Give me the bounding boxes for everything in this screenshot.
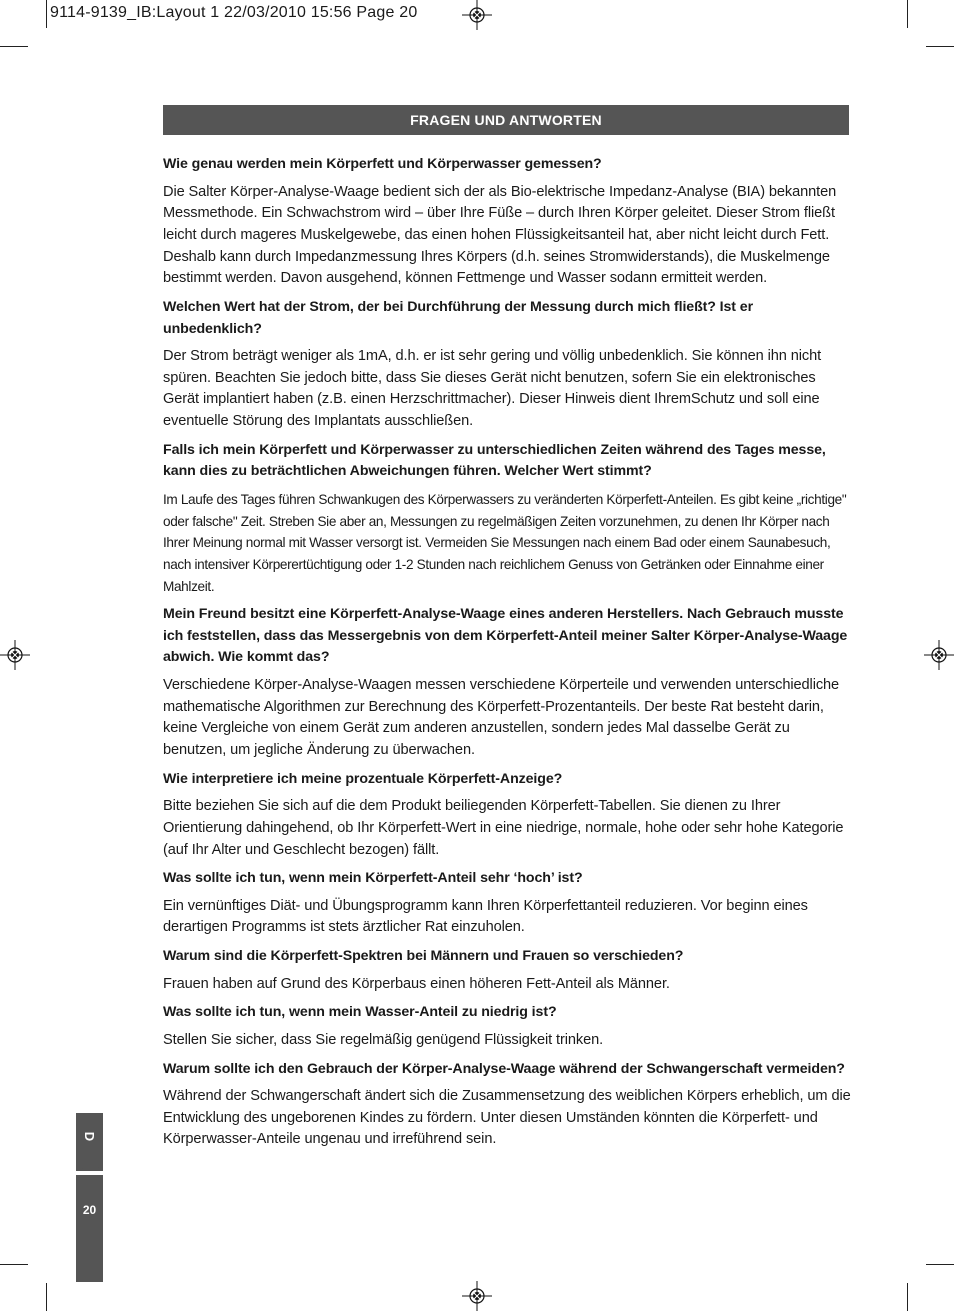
faq-item: [163, 604, 851, 761]
faq-question: Warum sind die Körperfett-Spektren bei Männern und Frauen so verschieden?: [163, 948, 684, 965]
faq-item: [163, 1059, 851, 1152]
crop-mark: [0, 1264, 28, 1265]
faq-question: Falls ich mein Körperfett und Körperwasser zu unterschiedlichen Zeiten während des Tages messe, kann dies zu beträchtlichen Abweichungen führen. Welcher Wert stimmt?: [163, 441, 826, 480]
crop-mark: [46, 1283, 47, 1311]
crop-mark: [46, 0, 47, 28]
faq-answer: Stellen Sie sicher, dass Sie regelmäßig genügend Flüssigkeit trinken.: [163, 1031, 604, 1048]
faq-question: Was sollte ich tun, wenn mein Wasser-Anteil zu niedrig ist?: [163, 1004, 557, 1021]
registration-mark-icon: [924, 640, 954, 670]
tab-divider: [76, 1171, 103, 1175]
registration-mark-icon: [0, 640, 30, 670]
faq-answer: Verschiedene Körper-Analyse-Waagen messen verschiedene Körperteile und verwenden unterschiedliche mathematische Algorithmen zur Berechnung des Körperfett-Prozentanteils. Der beste Rat besteht darin, keine Vergleiche von einem Gerät zum anderen anzustellen, sondern jedes Mal dasselbe Gerät zu benutzen, um jegliche Änderung zu überwachen.: [163, 676, 840, 758]
faq-item: [163, 769, 851, 862]
crop-mark: [0, 46, 28, 47]
faq-question: Was sollte ich tun, wenn mein Körperfett-Anteil sehr ‘hoch’ ist?: [163, 870, 583, 887]
crop-mark: [907, 0, 908, 28]
language-letter: D: [82, 1131, 97, 1142]
faq-question: Mein Freund besitzt eine Körperfett-Analyse-Waage eines anderen Herstellers. Nach Gebrauch musste ich feststellen, dass das Messergebnis von dem Körperfett-Anteil meiner Salter Körper-Analyse-Waage abwich. Wie kommt das?: [163, 606, 848, 666]
faq-answer: Bitte beziehen Sie sich auf die dem Produkt beiliegenden Körperfett-Tabellen. Sie dienen zu Ihrer Orientierung dahingehend, ob Ihr Körperfett-Wert in eine niedrige, normale, hohe oder sehr hohe Kategorie (auf Ihr Alter und Geschlecht bezogen) fällt.: [163, 798, 844, 858]
faq-answer: Der Strom beträgt weniger als 1mA, d.h. er ist sehr gering und völlig unbedenklich. Sie können ihn nicht spüren. Beachten Sie jedoch bitte, dass Sie dieses Gerät nicht benutzen, sofern Sie ein elektronisches Gerät implantiert haben (z.B. einen Herzschrittmacher). Dieser Hinweis dient IhremSchutz und soll eine eventuelle Störung des Implantats ausschließen.: [163, 348, 822, 430]
faq-answer: Die Salter Körper-Analyse-Waage bedient sich der als Bio-elektrische Impedanz-Analyse (BIA) bekannten Messmethode. Ein Schwachstrom wird – über Ihre Füße – durch Ihren Körper geleitet. Dieser Strom fließt leicht durch mageres Muskelgewebe, das einen hohen Flüssigkeitsanteil hat, aber nicht leicht durch Fett. Deshalb kann durch Impedanzmessung Ihres Körpers (d.h. seines Stromwiderstands), die Muskelmenge bestimmt werden. Davon ausgehend, können Fettmenge und Wasser sodann ermitteit werden.: [163, 183, 837, 287]
registration-mark-icon: [462, 0, 492, 30]
faq-question: Wie interpretiere ich meine prozentuale Körperfett-Anzeige?: [163, 770, 563, 787]
section-header: FRAGEN UND ANTWORTEN: [163, 105, 849, 135]
print-slug: 9114-9139_IB:Layout 1 22/03/2010 15:56 Page 20: [50, 4, 418, 21]
page-number: 20: [82, 1203, 97, 1217]
faq-question: Welchen Wert hat der Strom, der bei Durchführung der Messung durch mich fließt? Ist er unbedenklich?: [163, 299, 753, 337]
faq-item: [163, 440, 851, 598]
crop-mark: [926, 46, 954, 47]
crop-mark: [907, 1283, 908, 1311]
crop-mark: [926, 1264, 954, 1265]
faq-item: [163, 946, 851, 995]
faq-item: [163, 1002, 851, 1051]
faq-item: [163, 868, 851, 939]
faq-item: [163, 154, 851, 290]
language-tab: [76, 1113, 103, 1282]
faq-content: [163, 154, 851, 1158]
faq-answer: Während der Schwangerschaft ändert sich die Zusammensetzung des weiblichen Körpers erheblich, um die Entwicklung des ungeborenen Kindes zu fördern. Unter diesen Umständen könnten die Körperfett- und Körperwasser-Anteile ungenau und irreführend sein.: [163, 1088, 851, 1148]
faq-item: [163, 297, 851, 433]
faq-answer: Im Laufe des Tages führen Schwankugen des Körperwassers zu veränderten Körperfett-Anteilen. Es gibt keine „richtige" oder falsche" Zeit. Streben Sie aber an, Messungen zu regelmäßigen Zeiten vorzunehmen, zu denen Ihr Körper nach Ihrer Meinung normal mit Wasser versorgt ist. Vermeiden Sie Messungen nach einem Bad oder einem Saunabesuch, nach intensiver Körperertüchtigung oder 1-2 Stunden nach reichlichem Genuss von Getränken oder Einnahme einer Mahlzeit.: [163, 491, 847, 594]
faq-question: Warum sollte ich den Gebrauch der Körper-Analyse-Waage während der Schwangerschaft vermeiden?: [163, 1060, 845, 1077]
registration-mark-icon: [462, 1281, 492, 1311]
faq-question: Wie genau werden mein Körperfett und Körperwasser gemessen?: [163, 156, 602, 172]
faq-answer: Frauen haben auf Grund des Körperbaus einen höheren Fett-Anteil als Männer.: [163, 975, 670, 992]
faq-answer: Ein vernünftiges Diät- und Übungsprogramm kann Ihren Körperfettanteil reduzieren. Vor beginn eines derartigen Programms ist stets ärztlicher Rat einzuholen.: [163, 897, 808, 936]
